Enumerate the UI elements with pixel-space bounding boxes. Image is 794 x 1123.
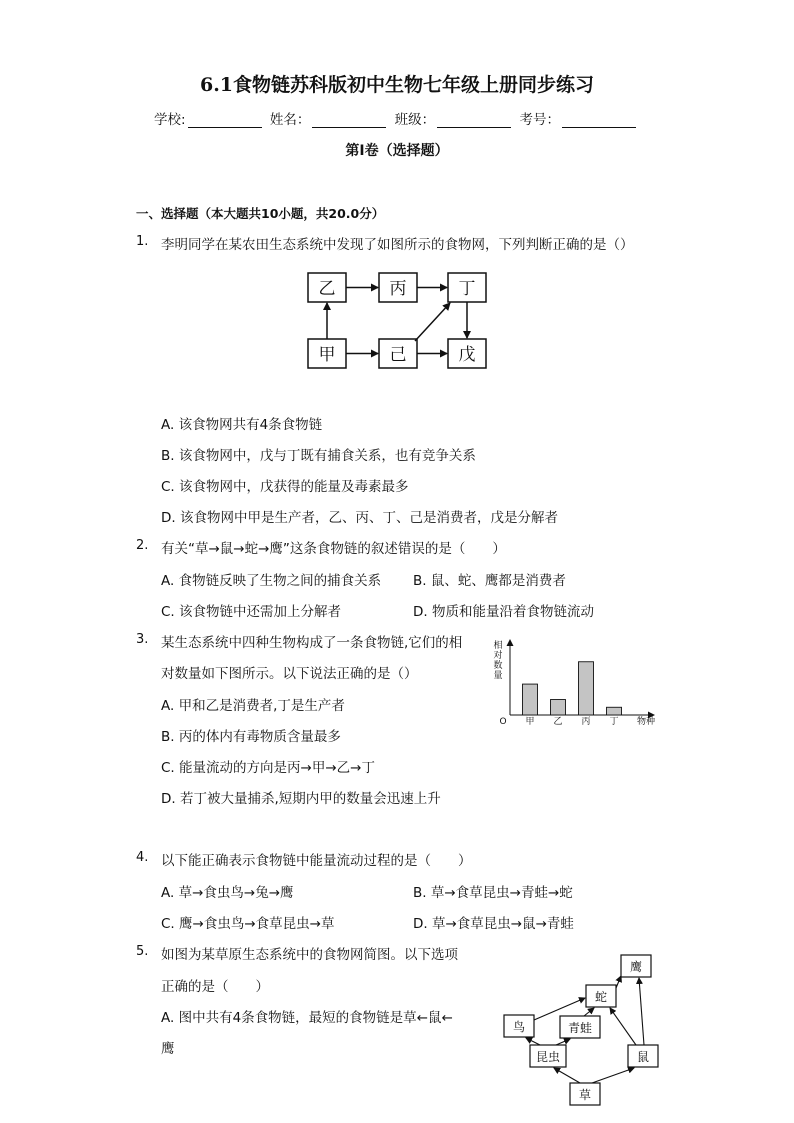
q1-stem: 李明同学在某农田生态系统中发现了如图所示的食物网，下列判断正确的是（） (161, 237, 634, 253)
x-tick-label-2: 乙 (553, 717, 563, 727)
web-frog-label: 青蛙 (567, 1021, 593, 1035)
q1-option-a[interactable]: A. 该食物网共有4条食物链 (161, 417, 323, 433)
arrow-mouse-hawk (639, 978, 644, 1045)
node-yi-label: 乙 (318, 279, 336, 299)
class-label: 班级： (394, 112, 436, 128)
web-bird-label: 鸟 (512, 1020, 526, 1034)
x-tick-label-3: 丙 (581, 717, 591, 727)
q4-option-a[interactable]: A. 草→食虫鸟→兔→鹰 (161, 885, 294, 901)
q3-stem-line2: 对数量如下图所示。以下说法正确的是（） (161, 666, 418, 682)
node-ji-label: 己 (389, 345, 407, 365)
origin-label: O (499, 717, 507, 727)
web-insect-label: 昆虫 (535, 1050, 561, 1064)
y-axis-label-char: 量 (493, 671, 503, 681)
q3-number: 3. (136, 632, 149, 647)
arrow-insect-bird (526, 1038, 540, 1045)
x-axis-label: 物种 (636, 717, 656, 727)
exam-no-blank[interactable] (562, 115, 636, 128)
q2-option-c[interactable]: C. 该食物链中还需加上分解者 (161, 604, 342, 620)
q3-option-a[interactable]: A. 甲和乙是消费者,丁是生产者 (161, 698, 345, 714)
arrow-grass-mouse (592, 1068, 634, 1083)
q4-option-c[interactable]: C. 鹰→食虫鸟→食草昆虫→草 (161, 916, 335, 932)
q4-option-b[interactable]: B. 草→食草昆虫→青蛙→蛇 (413, 885, 573, 901)
q1-option-d[interactable]: D. 该食物网中甲是生产者，乙、丙、丁、己是消费者，戊是分解者 (161, 510, 558, 526)
q3-stem-line1: 某生态系统中四种生物构成了一条食物链,它们的相 (161, 635, 463, 651)
q1-option-c[interactable]: C. 该食物网中，戊获得的能量及毒素最多 (161, 479, 409, 495)
x-tick-label-1: 甲 (525, 717, 535, 727)
web-mouse-label: 鼠 (636, 1050, 650, 1064)
q1-number: 1. (136, 234, 149, 249)
node-jia-label: 甲 (318, 345, 336, 365)
q2-number: 2. (136, 538, 149, 553)
x-tick-label-4: 丁 (609, 717, 619, 727)
bar-2 (551, 700, 566, 715)
name-blank[interactable] (312, 115, 386, 128)
class-blank[interactable] (437, 115, 511, 128)
student-info-line (0, 108, 794, 128)
exam-no-label: 考号： (519, 112, 560, 128)
q2-option-b[interactable]: B. 鼠、蛇、鹰都是消费者 (413, 573, 566, 589)
q3-option-b[interactable]: B. 丙的体内有毒物质含量最多 (161, 729, 341, 745)
q5-food-web-diagram (496, 948, 668, 1108)
arrow-frog-snake (584, 1008, 594, 1016)
page-title: 6.1食物链苏科版初中生物七年级上册同步练习 (199, 74, 595, 96)
q4-stem: 以下能正确表示食物链中能量流动过程的是（ ） (161, 853, 472, 869)
arrow-insect-frog (556, 1039, 570, 1045)
q5-option-a-line2[interactable]: 鹰 (161, 1041, 175, 1057)
volume-heading: 第I卷（选择题） (345, 143, 449, 159)
q4-option-d[interactable]: D. 草→食草昆虫→鼠→青蛙 (413, 916, 574, 932)
q5-option-a-line1[interactable]: A. 图中共有4条食物链，最短的食物链是草←鼠← (161, 1010, 453, 1026)
node-bing-label: 丙 (389, 279, 407, 299)
q2-stem: 有关“草→鼠→蛇→鹰”这条食物链的叙述错误的是（ ） (161, 541, 506, 557)
arrow-grass-insect (554, 1068, 580, 1083)
q2-option-d[interactable]: D. 物质和能量沿着食物链流动 (413, 604, 594, 620)
q4-number: 4. (136, 850, 149, 865)
web-grass-label: 草 (578, 1088, 592, 1102)
q5-number: 5. (136, 944, 149, 959)
school-label: 学校: (154, 112, 186, 128)
q5-stem-line1: 如图为某草原生态系统中的食物网简图。以下选项 (161, 947, 458, 963)
q3-option-c[interactable]: C. 能量流动的方向是丙→甲→乙→丁 (161, 760, 375, 776)
y-axis-label-char: 对 (493, 651, 503, 661)
section-heading: 一、选择题（本大题共10小题，共20.0分） (136, 206, 385, 221)
arrow-snake-hawk (616, 976, 621, 988)
web-snake-label: 蛇 (594, 990, 608, 1004)
q3-option-d[interactable]: D. 若丁被大量捕杀,短期内甲的数量会迅速上升 (161, 791, 441, 807)
bar-3 (579, 662, 594, 715)
y-axis-label (493, 639, 502, 681)
name-label: 姓名： (269, 112, 311, 128)
q5-stem-line2: 正确的是（ ） (161, 979, 269, 995)
q1-food-web-diagram (300, 266, 500, 376)
school-blank[interactable] (188, 115, 262, 128)
y-axis-label-char: 相 (493, 641, 503, 651)
node-wu-label: 戊 (458, 345, 476, 365)
q3-bar-chart (488, 636, 664, 728)
bar-4 (607, 707, 622, 715)
q2-option-a[interactable]: A. 食物链反映了生物之间的捕食关系 (161, 573, 382, 589)
arrow-mouse-snake (610, 1008, 636, 1045)
y-axis-label-char: 数 (493, 661, 503, 671)
bar-1 (523, 684, 538, 715)
web-hawk-label: 鹰 (629, 960, 643, 974)
arrow-ji-ding (415, 303, 450, 341)
q1-option-b[interactable]: B. 该食物网中，戊与丁既有捕食关系，也有竞争关系 (161, 448, 476, 464)
node-ding-label: 丁 (458, 279, 476, 299)
